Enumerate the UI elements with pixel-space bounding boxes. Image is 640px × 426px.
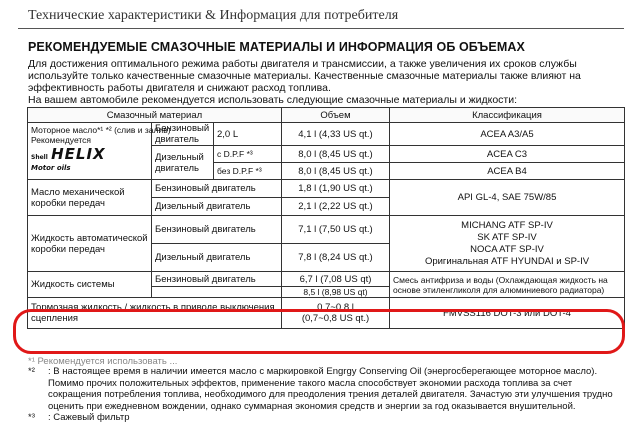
volume-cell: 7,8 l (8,24 US qt.) <box>282 244 390 272</box>
dpf-cell: без D.P.F *³ <box>214 163 282 180</box>
section-title: РЕКОМЕНДУЕМЫЕ СМАЗОЧНЫЕ МАТЕРИАЛЫ И ИНФОРМАЦИЯ ОБ ОБЪЕМАХ <box>28 40 525 54</box>
volume-cell: 0,7~0,8 l (0,7~0,8 US qt.) <box>282 298 390 329</box>
table-row <box>28 123 625 146</box>
intro-line: Для достижения оптимального режима работы двигателя и трансмиссии, а также увеличения их сроков службы <box>28 58 577 70</box>
engine-type-cell: Дизельный двигатель <box>152 244 282 272</box>
auto-trans-label: Жидкость автоматической коробки передач <box>28 216 152 272</box>
coolant-label: Жидкость системы <box>28 272 152 298</box>
engine-type-cell: Дизельный двигатель <box>152 198 282 216</box>
footnote <box>28 366 628 412</box>
table-row <box>28 272 625 287</box>
engine-oil-recommended: Рекомендуется <box>31 135 92 145</box>
header-material: Смазочный материал <box>28 108 282 123</box>
footnote-text: : Сажевый фильтр <box>48 412 130 423</box>
class-cell: ACEA C3 <box>390 146 625 163</box>
engine-oil-label: Моторное масло*¹ *² (слив и залив) <box>31 125 171 135</box>
class-cell: ACEA A3/A5 <box>390 123 625 146</box>
footnote-mark: *³ <box>28 412 35 423</box>
table-row <box>28 180 625 198</box>
class-cell: ACEA B4 <box>390 163 625 180</box>
volume-cell: 4,1 l (4,33 US qt.) <box>282 123 390 146</box>
engine-oil-cell <box>28 123 171 180</box>
footnote-text: : В настоящее время в наличии имеется масло с маркировкой Engrgy Conserving Oil (энергосберегающее моторное масло). Помимо прочих положительных эффектов, применение такого масла способствует экономии расхода топлива за счет сокращения потребления топлива, необходимого для преодоления трения деталей двигателя. Зачастую эти улучшения трудно оценить при ежедневном вождении, однако суммарная экономия средств и энергии за год оказывается внушительной. <box>48 366 613 412</box>
header-text: Технические характеристики & Информация для потребителя <box>28 8 399 23</box>
header-volume: Объем <box>282 108 390 123</box>
shell-helix-logo: Shell HELIX Motor oils <box>31 145 106 172</box>
engine-type-cell <box>152 287 282 298</box>
atf-class: SK ATF SP-IV <box>477 231 537 243</box>
volume-cell: 7,1 l (7,50 US qt.) <box>282 216 390 244</box>
engine-type-cell: Бензиновый двигатель <box>152 216 282 244</box>
footnote <box>28 412 628 424</box>
brake-fluid-label: Тормозная жидкость / жидкость в приводе выключения сцепления <box>28 298 282 329</box>
dpf-cell: с D.P.F *³ <box>214 146 282 163</box>
class-cell <box>390 216 625 272</box>
atf-class: NOCA ATF SP-IV <box>470 243 544 255</box>
engine-type-cell: Бензиновый двигатель <box>152 180 282 198</box>
class-cell: FMVSS116 DOT-3 или DOT-4 <box>390 298 625 329</box>
volume-cell: 6,7 l (7,08 US qt) <box>282 272 390 287</box>
intro-line: используйте только качественные смазочные материалы. Качественные смазочные материалы также влияют на <box>28 70 581 82</box>
intro-line: эффективность работы двигателя и снижают расход топлива. <box>28 82 331 94</box>
footnotes <box>28 358 628 424</box>
intro-paragraph <box>28 58 622 94</box>
engine-type-cell: Дизельный двигатель <box>152 146 214 180</box>
page-header <box>18 6 624 29</box>
volume-cell: 8,0 l (8,45 US qt.) <box>282 146 390 163</box>
engine-type-cell: Бензиновый двигатель <box>152 123 214 146</box>
lubricants-table <box>27 107 625 329</box>
volume-cell: 1,8 l (1,90 US qt.) <box>282 180 390 198</box>
highlight-annotation <box>13 309 625 354</box>
footnote-mark: *² <box>28 366 35 377</box>
class-cell: Смесь антифриза и воды (Охлаждающая жидкость на основе этиленгликоля для алюминиевого радиатора) <box>390 272 625 298</box>
header-classification: Классификация <box>390 108 625 123</box>
class-cell: API GL-4, SAE 75W/85 <box>390 180 625 216</box>
atf-class: MICHANG ATF SP-IV <box>461 219 553 231</box>
engine-type-cell: Бензиновый двигатель <box>152 272 282 287</box>
atf-class: Оригинальная ATF HYUNDAI и SP-IV <box>424 255 590 267</box>
volume-cell: 8,5 l (8,98 US qt) <box>282 287 390 298</box>
manual-trans-label: Масло механической коробки передач <box>28 180 152 216</box>
volume-cell: 2,1 l (2,22 US qt.) <box>282 198 390 216</box>
table-header-row <box>28 108 625 123</box>
table-row <box>28 216 625 244</box>
recommend-line: На вашем автомобиле рекомендуется использовать следующие смазочные материалы и жидкости: <box>28 94 518 106</box>
footnote-cut: *¹ Рекомендуется использовать ... <box>28 356 178 367</box>
volume-cell: 8,0 l (8,45 US qt.) <box>282 163 390 180</box>
engine-volume-label: 2,0 L <box>214 123 282 146</box>
